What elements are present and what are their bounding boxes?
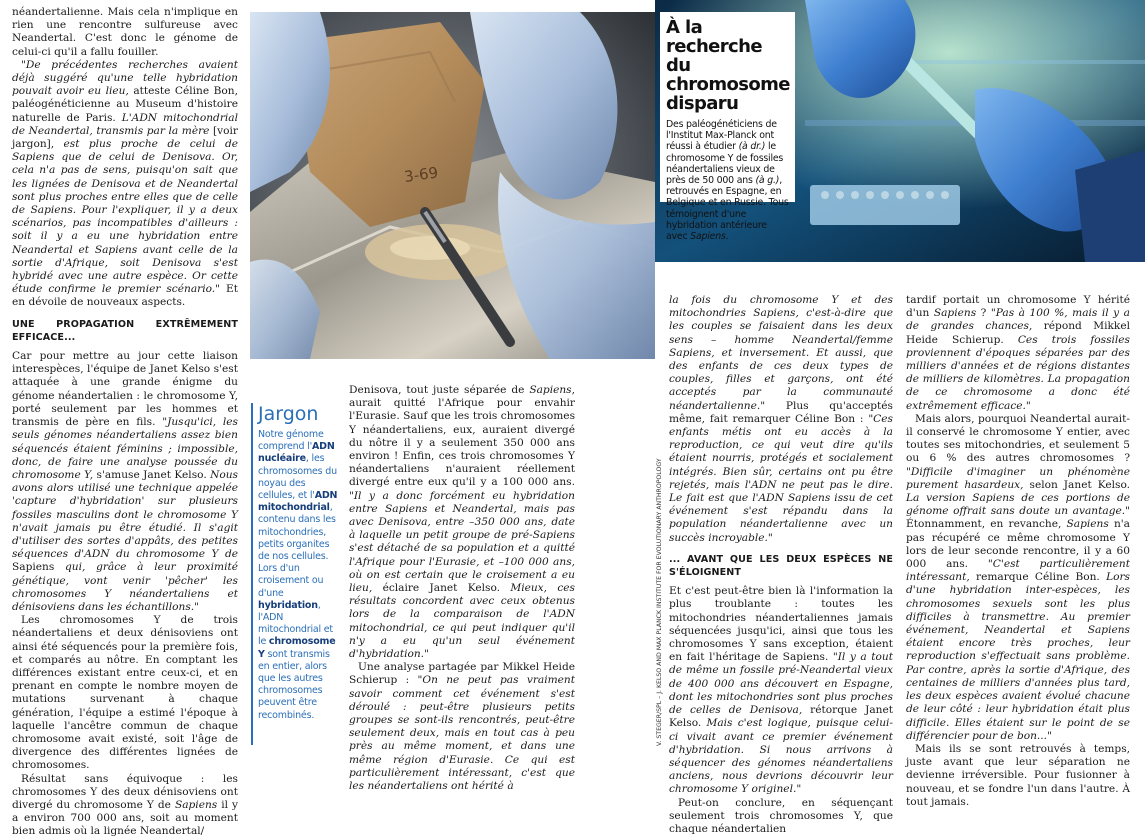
quote: "Difficile d'imaginer un phénomène purement hasardeux,	[906, 465, 1130, 491]
photo-caption	[666, 119, 789, 242]
text: Sapiens	[12, 561, 65, 574]
caption-text-1: Des paléogénéticiens de l'Institut Max-Planck ont réussi à étudier	[666, 119, 777, 153]
text: Car pour mettre au jour cette liaison interespèces, l'équipe de Janet Kelso s'est attaquée à une grande énigme du génome néandertalien : le chromosome Y, porté seulement par les hommes et transmis de père en fils.	[12, 350, 238, 429]
caption-text-3: , retrouvés en Espagne, en Belgique et en Russie. Tous témoignent d'une hybridation antérieure avec	[666, 175, 789, 243]
quote: est plus proche de celui de Sapiens que de celui de Denisova. Or, cela n'a pas de sens, puisqu'on sait que les lignées de Denisova et de Neandertal sont plus proches entre elles que de celle de Sapiens. Pour l'expliquer, il y a deux scénarios, pas incompatibles d'ailleurs : soit il y a eu une hybridation entre Neandertal et Sapiens avant celle de la sortie d'Afrique, soit Denisova s'est hybridé avec une autre espèce. Or cette étude confirme le premier scénario."	[12, 138, 238, 296]
text: Notre génome comprend l'	[258, 429, 324, 453]
col4-paragraph-3: Mais ils se sont retrouvés à temps, juste avant que leur séparation ne devienne irréversible. Pour fusionner à nouveau, et se fondre l'un dans l'autre. À tout jamais.	[906, 742, 1130, 808]
section-heading-1: UNE PROPAGATION EXTRÊMEMENT EFFICACE...	[12, 318, 238, 343]
text: sont transmis en entier, alors que les autres chromosomes peuvent être recombinés.	[258, 648, 330, 721]
article-column-4	[906, 294, 1130, 809]
quote: "On ne peut pas vraiment savoir comment cet événement s'est déroulé : peut-être plusieurs petits groupes se sont-ils rencontrés, peut-être seulement deux, mais en tout cas à peu près au même moment, et dans une même région d'Eurasie. Ce qui est particulièrement intéressant, c'est que les néandertaliens ont hérité à	[349, 674, 575, 793]
term: ADN mitochondrial	[258, 490, 338, 514]
text: n'a pas récupéré ce même chromosome Y lors de leur seconde rencontre, il y a 60 000 ans.	[906, 518, 1130, 571]
text: Mais alors, pourquoi Neandertal aurait-il conservé le chromosome Y entier, avec toutes ses mitochondries, et seulement 5 ou 6 % des autres chromosomes ?	[906, 412, 1130, 465]
article-title: À la recherche du chromosome disparu	[666, 17, 790, 114]
col1-paragraph-4: Les chromosomes Y de trois néandertaliens et deux dénisoviens ont ainsi été séquencés pour la première fois, et comparés au nôtre. En comptant les différences existant entre ceux-ci, et en prenant en compte le nombre moyen de mutations survenant à chaque génération, l'équipe a estimé l'époque à laquelle l'ancêtre commun de chaque chromosome avait existé, soit l'âge de divergence des différentes lignées de chromosomes.	[12, 614, 238, 772]
col1-paragraph-5	[12, 773, 238, 839]
text: répond Mikkel Heide Schierup.	[906, 320, 1130, 346]
col1-paragraph-3	[12, 350, 238, 614]
text: , aurait quitté l'Afrique pour envahir l'Eurasie. Sauf que les trois chromosomes Y néandertaliens, eux, auraient divergé du nôtre il y a seulement 350 000 ans environ ! Enfin, ces trois chromosomes Y néandertaliens n'auraient réellement divergé entre eux qu'il y a 100 000 ans.	[349, 384, 575, 489]
quote: La version Sapiens de ces portions de génome offrait sans doute un avantage."	[906, 492, 1130, 518]
fossil-sample-photo	[250, 12, 655, 359]
text: atteste Céline Bon, paléogénéticienne au Museum d'histoire naturelle de Paris.	[12, 85, 238, 124]
text: , l'ADN mitochondrial et le	[258, 599, 333, 648]
text: il y a environ 700 000 ans, soit au moment bien admis où la lignée Neandertal/	[12, 798, 238, 838]
caption-sapiens: Sapiens	[690, 231, 726, 243]
text: [voir jargon],	[12, 124, 238, 151]
text: éclaire Janet Kelso.	[372, 582, 511, 595]
text: Et c'est peut-être bien là l'information la plus troublante : toutes les mitochondries néandertaliennes jamais séquencées jusqu'ici, ainsi que tous les chromosomes Y sans exception, étaient en fait l'héritage de Sapiens.	[669, 585, 893, 664]
term: chromosome Y	[258, 636, 336, 660]
text: tardif portait un chromosome Y hérité d'un	[906, 294, 1130, 320]
quote: Sapiens	[529, 384, 572, 396]
article-column-2	[349, 384, 575, 793]
quote: Nous avons alors utilisé une technique appelée 'capture d'hybridation' sur plusieurs fossiles masculins dont le chromosome Y n'avait jamais pu être étudié. Il s'agit d'utiliser des sortes d'appâts, des petites séquences d'ADN du chromosome Y de	[12, 468, 238, 561]
quote: "Pas à 100 %, mais il y a de grandes chances,	[906, 307, 1130, 333]
quote: Lors d'une hybridation inter-espèces, les chromosomes sexuels sont les plus difficiles à transmettre. Au premier événement, Neandertal et Sapiens étaient encore très proches, leur reproduction s'effectuait sans problème. Par contre, après la sortie d'Afrique, des centaines de milliers d'années plus tard, les deux espèces avaient évolué chacune de leur côté : leur hybridation était plus difficile. Elles étaient sur le point de se différencier pour de bon..."	[906, 571, 1130, 742]
col2-paragraph-1	[349, 384, 575, 661]
text: Plus qu'acceptés même, fait remarquer Céline Bon :	[669, 399, 893, 425]
caption-end: .	[725, 231, 729, 243]
quote: Mieux, ces résultats concordent avec ceux obtenus lors de la comparaison de l'ADN mitochondrial, ce qui peut indiquer qu'il n'y a eu qu'un seul événement d'hybridation."	[349, 582, 575, 661]
quote: Sapiens	[174, 798, 218, 811]
text: rétorque Janet Kelso.	[669, 704, 893, 730]
quote: "C'est particulièrement intéressant,	[906, 558, 1130, 584]
caption-dr: (à dr.)	[738, 141, 766, 153]
quote: "De précédentes recherches avaient déjà suggéré qu'une telle hybridation pouvait avoir eu lieu,	[12, 58, 238, 98]
col3-paragraph-1	[669, 294, 893, 545]
col3-paragraph-2	[669, 585, 893, 796]
article-column-3	[669, 294, 893, 836]
col1-paragraph-1: néandertalienne. Mais cela n'implique en rien une rencontre sulfureuse avec Neandertal. C'est donc le génome de celui-ci qu'il a fallu fouiller.	[12, 6, 238, 58]
quote: L'ADN mitochondrial de Neandertal, transmis par la mère	[12, 111, 238, 137]
quote: la fois du chromosome Y et des mitochondries Sapiens, c'est-à-dire que les couples se faisaient dans les deux sens – homme Neandertal/femme Sapiens, et inversement. Et aussi, que des enfants de ces deux types de couples, filles et garçons, ont été acceptés par la communauté néandertalienne."	[669, 294, 893, 412]
caption-ag: (à g.)	[755, 175, 780, 187]
col1-paragraph-2	[12, 59, 238, 310]
text: ?	[976, 307, 991, 320]
jargon-title: Jargon	[258, 403, 319, 425]
quote: Sapiens	[1066, 518, 1109, 531]
quote: Mais c'est logique, puisque celui-ci vivait avant ce premier événement d'hybridation. Si nous arrivons à séquencer des génomes néandertaliens anciens, nous devrions découvrir leur chromosome Y originel."	[669, 717, 893, 796]
quote: "Jusqu'ici, les seuls génomes néandertaliens assez bien séquencés étaient féminins ; impossible, donc, de faire une analyse poussée du chromosome Y,	[12, 416, 238, 481]
article-title-box	[660, 12, 795, 243]
caption-text-2: le chromosome Y de fossiles néandertaliens vieux de près de 50 000 ans	[666, 141, 784, 187]
article-column-1	[12, 6, 238, 839]
text: s'amuse Janet Kelso.	[93, 468, 211, 481]
text: Et en dévoile de nouveaux aspects.	[12, 283, 239, 309]
jargon-body	[258, 429, 338, 722]
quote: "Il y a tout de même un fossile pré-Neandertal vieux de 400 000 ans découvert en Espagne, dont les mitochondries sont plus proches de celles de Denisova,	[669, 651, 893, 717]
specimen-label: 3-69	[403, 163, 440, 186]
col4-paragraph-2	[906, 413, 1130, 743]
jargon-sidebar	[251, 403, 338, 745]
col3-paragraph-3: Peut-on conclure, en séquençant seulement trois chromosomes Y, que chaque néandertalien	[669, 796, 893, 835]
section-heading-2: ... AVANT QUE LES DEUX ESPÈCES NE S'ÉLOIGNENT	[669, 553, 893, 579]
text: Résultat sans équivoque : les chromosomes Y des deux dénisoviens ont divergé du chromosome Y de	[12, 772, 238, 811]
photo-credit-text: V. STEGER/SPL – J. KELSO AND MAX PLANCK INSTITUTE FOR EVOLUTIONARY ANTHROPOLOGY	[656, 458, 663, 746]
text: Étonnamment, en revanche,	[906, 518, 1067, 531]
text: remarque Céline Bon.	[969, 571, 1107, 584]
text: selon Janet Kelso.	[1023, 478, 1131, 491]
fossil-sample-illustration	[250, 12, 655, 359]
col4-paragraph-1	[906, 294, 1130, 413]
quote: qui, grâce à leur proximité génétique, vont venir 'pêcher' les chromosomes Y néandertaliens et dénisoviens dans les échantillons."	[12, 561, 239, 613]
text: Une analyse partagée par Mikkel Heide Schierup :	[349, 661, 575, 687]
text: , les chromosomes du noyau des cellules, et l'	[258, 453, 337, 502]
photo-credit	[654, 458, 668, 746]
quote: "Il y a donc forcément eu hybridation entre Sapiens et Neandertal, mais pas avec Denisova, entre –350 000 ans, date à laquelle un petit groupe de pré-Sapiens s'est détaché de sa population et a quitté l'Afrique pour l'Eurasie, et –100 000 ans, où on est certain que le croisement a eu lieu,	[349, 489, 575, 595]
col2-paragraph-2	[349, 661, 575, 793]
text: , contenu dans les mitochondries, petits organites de nos cellules. Lors d'un croisement ou d'une	[258, 502, 336, 599]
term: hybridation	[258, 599, 318, 611]
text: Denisova, tout juste séparée de	[349, 384, 530, 396]
quote: Ces trois fossiles proviennent d'époques séparées par des milliers d'années et de régions distantes de milliers de kilomètres. La propagation de ce chromosome a donc été extrêmement efficace."	[906, 333, 1130, 412]
quote: "Ces enfants métis ont eu accès à la reproduction, ce qui veut dire qu'ils étaient nourris, protégés et socialement intégrés. Bien sûr, certains ont pu être rejetés, mais l'ADN ne peut pas le dire. Le fait est que l'ADN Sapiens issu de cet événement s'est répandu dans la population néandertalienne avec un succès incroyable."	[669, 412, 893, 544]
quote: Sapiens	[933, 307, 977, 320]
term: ADN nucléaire	[258, 441, 335, 465]
